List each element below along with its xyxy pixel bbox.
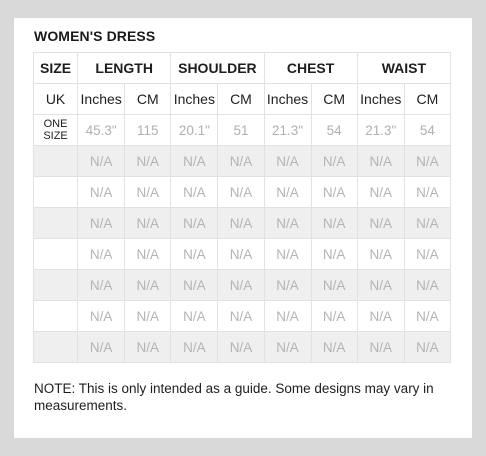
size-cell-empty	[34, 239, 78, 270]
size-cell-empty	[34, 270, 78, 301]
table-row	[34, 332, 451, 363]
na-cell: N/A	[171, 208, 218, 239]
na-cell: N/A	[171, 270, 218, 301]
size-value-text: ONE SIZE	[43, 118, 68, 142]
na-cell: N/A	[311, 177, 357, 208]
na-cell: N/A	[171, 301, 218, 332]
na-cell: N/A	[404, 270, 450, 301]
na-cell: N/A	[171, 239, 218, 270]
na-cell: N/A	[218, 332, 264, 363]
chest-cm-value: 54	[311, 115, 357, 146]
size-guide-card	[14, 18, 472, 438]
na-cell: N/A	[311, 301, 357, 332]
na-cell: N/A	[125, 208, 171, 239]
na-cell: N/A	[125, 332, 171, 363]
unit-chest-cm: CM	[311, 84, 357, 115]
size-cell-empty	[34, 208, 78, 239]
na-cell: N/A	[218, 208, 264, 239]
header-chest: CHEST	[264, 53, 357, 84]
na-cell: N/A	[218, 270, 264, 301]
na-cell: N/A	[404, 332, 450, 363]
na-cell: N/A	[218, 239, 264, 270]
na-cell: N/A	[404, 177, 450, 208]
header-row	[34, 53, 451, 84]
na-cell: N/A	[78, 270, 125, 301]
na-cell: N/A	[311, 332, 357, 363]
chest-inches-value: 21.3"	[264, 115, 311, 146]
size-cell-empty	[34, 301, 78, 332]
na-cell: N/A	[357, 270, 404, 301]
table-row	[34, 239, 451, 270]
table-row	[34, 177, 451, 208]
na-cell: N/A	[78, 146, 125, 177]
na-cell: N/A	[357, 146, 404, 177]
na-cell: N/A	[218, 301, 264, 332]
table-row	[34, 301, 451, 332]
na-cell: N/A	[264, 239, 311, 270]
header-size: SIZE	[34, 53, 78, 84]
na-cell: N/A	[264, 301, 311, 332]
na-cell: N/A	[404, 208, 450, 239]
na-cell: N/A	[264, 270, 311, 301]
na-cell: N/A	[125, 301, 171, 332]
na-cell: N/A	[125, 270, 171, 301]
na-cell: N/A	[218, 177, 264, 208]
na-cell: N/A	[264, 146, 311, 177]
header-length: LENGTH	[78, 53, 171, 84]
na-cell: N/A	[311, 239, 357, 270]
size-table	[33, 52, 451, 363]
unit-waist-cm: CM	[404, 84, 450, 115]
waist-cm-value: 54	[404, 115, 450, 146]
na-cell: N/A	[78, 301, 125, 332]
na-cell: N/A	[218, 146, 264, 177]
waist-inches-value: 21.3"	[357, 115, 404, 146]
header-shoulder: SHOULDER	[171, 53, 264, 84]
na-cell: N/A	[404, 146, 450, 177]
unit-chest-inches: Inches	[264, 84, 311, 115]
na-cell: N/A	[125, 177, 171, 208]
na-rows	[34, 146, 451, 363]
chart-title: WOMEN'S DRESS	[34, 28, 156, 44]
size-cell-empty	[34, 177, 78, 208]
na-cell: N/A	[357, 239, 404, 270]
unit-size-system: UK	[34, 84, 78, 115]
na-cell: N/A	[311, 208, 357, 239]
length-cm-value: 115	[125, 115, 171, 146]
na-cell: N/A	[171, 177, 218, 208]
size-cell-empty	[34, 332, 78, 363]
na-cell: N/A	[125, 146, 171, 177]
unit-length-inches: Inches	[78, 84, 125, 115]
na-cell: N/A	[78, 177, 125, 208]
unit-length-cm: CM	[125, 84, 171, 115]
na-cell: N/A	[264, 332, 311, 363]
na-cell: N/A	[78, 332, 125, 363]
na-cell: N/A	[264, 208, 311, 239]
na-cell: N/A	[357, 301, 404, 332]
table-row	[34, 115, 451, 146]
size-value	[34, 115, 78, 146]
table-row	[34, 146, 451, 177]
size-cell-empty	[34, 146, 78, 177]
unit-waist-inches: Inches	[357, 84, 404, 115]
na-cell: N/A	[264, 177, 311, 208]
header-waist: WAIST	[357, 53, 450, 84]
na-cell: N/A	[404, 301, 450, 332]
unit-shoulder-cm: CM	[218, 84, 264, 115]
na-cell: N/A	[357, 177, 404, 208]
na-cell: N/A	[357, 208, 404, 239]
na-cell: N/A	[171, 146, 218, 177]
units-row	[34, 84, 451, 115]
guide-note: NOTE: This is only intended as a guide. Some designs may vary in measurements.	[34, 381, 434, 413]
table-row	[34, 270, 451, 301]
shoulder-cm-value: 51	[218, 115, 264, 146]
shoulder-inches-value: 20.1"	[171, 115, 218, 146]
na-cell: N/A	[404, 239, 450, 270]
unit-shoulder-inches: Inches	[171, 84, 218, 115]
na-cell: N/A	[311, 146, 357, 177]
na-cell: N/A	[171, 332, 218, 363]
na-cell: N/A	[357, 332, 404, 363]
na-cell: N/A	[125, 239, 171, 270]
table-row	[34, 208, 451, 239]
na-cell: N/A	[311, 270, 357, 301]
na-cell: N/A	[78, 208, 125, 239]
length-inches-value: 45.3"	[78, 115, 125, 146]
na-cell: N/A	[78, 239, 125, 270]
